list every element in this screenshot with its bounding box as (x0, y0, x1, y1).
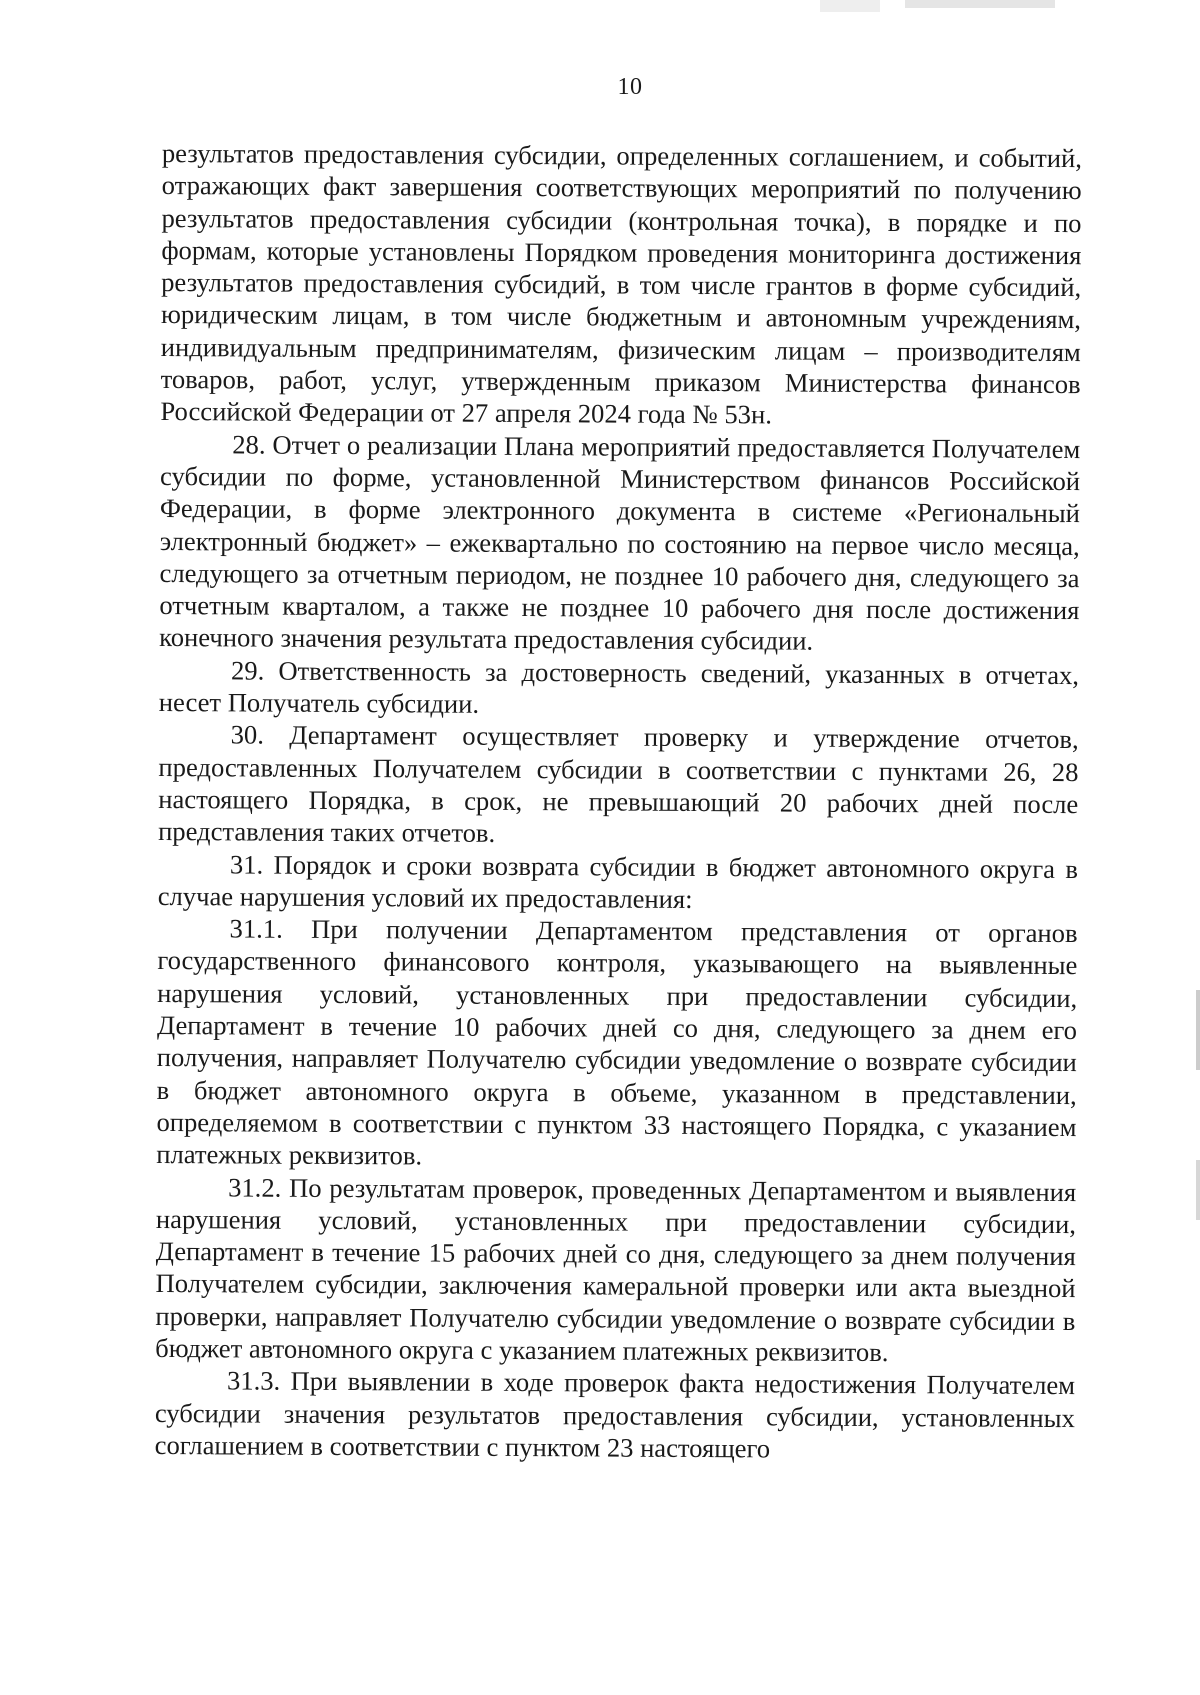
paragraph-30: 30. Департамент осуществляет проверку и утверждение отчетов, предоставленных Получателем субсидии в соответствии с пунктами 26, 28 настоящего Порядка, в срок, не превышающий 20 рабочих дней после представления таких отчетов. (158, 719, 1079, 849)
paragraph-31-2: 31.2. По результатам проверок, проведенных Департаментом и выявления нарушения условий, установленных при предоставлении субсидии, Департамент в течение 15 рабочих дней со дня, следующего за днем получения Получателем субсидии, заключения камеральной проверки или акта выездной проверки, направляет Получателю субсидии уведомление о возврате субсидии в бюджет автономного округа с указанием платежных реквизитов. (155, 1171, 1077, 1368)
paragraph-29: 29. Ответственность за достоверность сведений, указанных в отчетах, несет Получатель субсидии. (158, 655, 1080, 719)
paragraph-31-3: 31.3. При выявлении в ходе проверок факта недостижения Получателем субсидии значения результатов предоставления субсидии, установленных соглашением в соответствии с пунктом 23 настоящего (154, 1365, 1076, 1464)
page-number: 10 (617, 74, 643, 100)
paragraph-31: 31. Порядок и сроки возврата субсидии в бюджет автономного округа в случае нарушения условий их предоставления: (157, 848, 1079, 914)
paragraph-31-1: 31.1. При получении Департаментом представления от органов государственного финансового контроля, указывающего на выявленные нарушения условий, установленных при предоставлении субсидии, Департамент в течение 10 рабочих дней со дня, следующего за днем его получения, направляет Получателю субсидии уведомление о возврате субсидии в бюджет автономного округа в объеме, указанном в представлении, определяемом в соответствии с пунктом 33 настоящего Порядка, с указанием платежных реквизитов. (156, 913, 1078, 1171)
scan-edge-artifact (1196, 1160, 1200, 1220)
document-body (155, 137, 1082, 1466)
scan-artifact (820, 0, 880, 12)
paragraph-continuation: результатов предоставления субсидии, определенных соглашением, и событий, отражающих факт завершения соответствующих мероприятий по получению результатов предоставления субсидии (контрольная точка), в порядке и по формам, которые установлены Порядком проведения мониторинга достижения результатов предоставления субсидий, в том числе грантов в форме субсидий, юридическим лицам, в том числе бюджетным и автономным учреждениям, индивидуальным предпринимателям, физическим лицам – производителям товаров, работ, услуг, утвержденным приказом Министерства финансов Российской Федерации от 27 апреля 2024 года № 53н. (160, 137, 1082, 430)
scan-artifact (905, 0, 1055, 8)
scan-edge-artifact (1196, 990, 1200, 1070)
paragraph-28: 28. Отчет о реализации Плана мероприятий предоставляется Получателем субсидии по форме, установленной Министерством финансов Российской Федерации, в форме электронного документа в системе «Региональный электронный бюджет» – ежеквартально по состоянию на первое число месяца, следующего за отчетным периодом, не позднее 10 рабочего дня, следующего за отчетным кварталом, а также не позднее 10 рабочего дня после достижения конечного значения результата предоставления субсидии. (159, 429, 1081, 657)
